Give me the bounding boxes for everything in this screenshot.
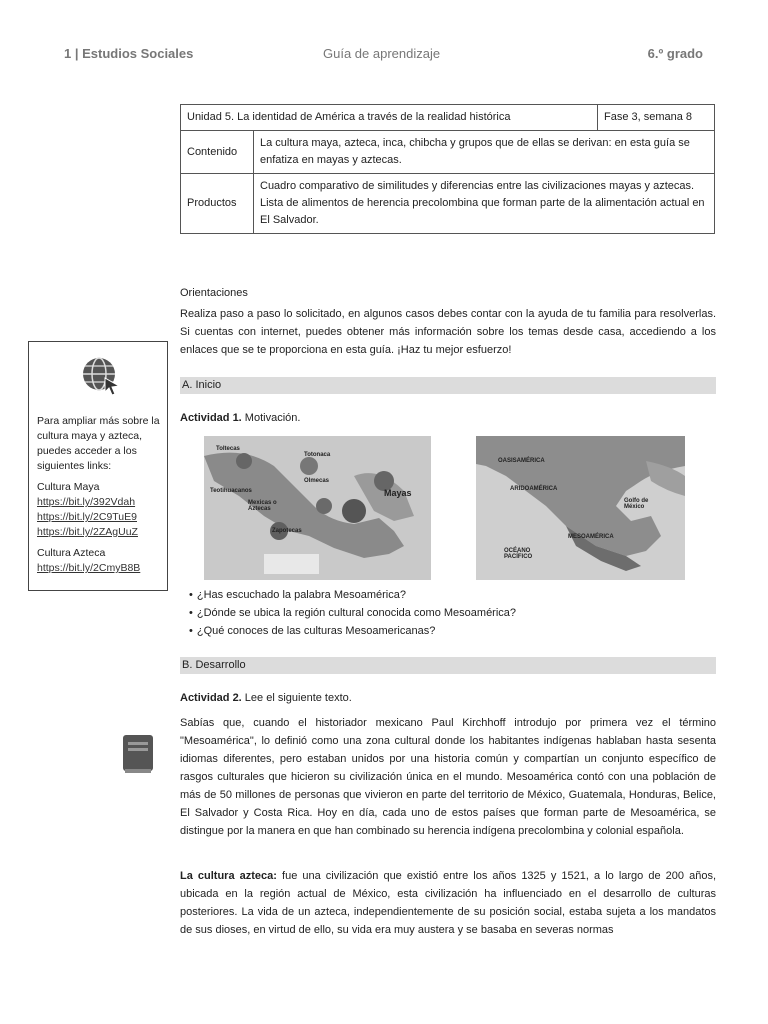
info-table: [180, 104, 715, 234]
question-item: • ¿Qué conoces de las culturas Mesoamericanas?: [189, 622, 516, 640]
map-label-mexicas: Mexicas o Aztecas: [248, 500, 277, 512]
map2-label-aridoamerica: ARIDOAMÉRICA: [510, 486, 558, 492]
globe-cursor-icon: [81, 356, 121, 396]
map-label-mayas: Mayas: [384, 488, 412, 498]
map2-label-mesoamerica: MESOAMÉRICA: [568, 534, 614, 540]
header-subject: 1 | Estudios Sociales: [64, 46, 194, 61]
links-sidebox: [28, 341, 168, 591]
map2-label-oceano: OCÉANO PACÍFICO: [504, 548, 533, 560]
paragraph-azteca-text: fue una civilización que existió entre los años 1325 y 1521, a lo largo de 200 años, ubicada en la región actual de México, esta civilización ha influenciado en el desarrollo de culturas posteriores. La vida de un azteca, independientemente de su posición social, estaba sujeta a los mandatos de sus dioses, en virtud de ello, su vida era muy austera y se basaba en severas normas: [180, 870, 717, 936]
orientaciones-text: Realiza paso a paso lo solicitado, en algunos casos debes contar con la ayuda de tu familia para resolverlas. Si cuentas con internet, puedes obtener más información sobre los temas desde casa, accediendo a los enlaces que se te proporciona en esta guía. ¡Haz tu mejor esfuerzo!: [180, 308, 716, 356]
question-item: • ¿Dónde se ubica la región cultural conocida como Mesoamérica?: [189, 604, 516, 622]
map2-label-golfo: Golfo de México: [624, 498, 649, 510]
content-label: Contenido: [181, 131, 254, 174]
section-a-header: A. Inicio: [180, 377, 716, 394]
orientaciones-title: Orientaciones: [180, 287, 248, 299]
products-line-2: Lista de alimentos de herencia precolombina que forman parte de la alimentación actual en El Salvador.: [260, 197, 705, 226]
map-label-teotihuacanos: Teotihuacanos: [210, 488, 252, 494]
activity-2: [180, 692, 352, 704]
maya-label: Cultura Maya: [37, 481, 100, 493]
maya-link-2[interactable]: https://bit.ly/2C9TuE9: [37, 511, 137, 523]
book-icon: [123, 735, 153, 777]
map2-label-oasisamerica: OASISAMÉRICA: [498, 458, 545, 464]
products-label: Productos: [181, 174, 254, 234]
phase-cell: Fase 3, semana 8: [598, 105, 715, 131]
azteca-link-1[interactable]: https://bit.ly/2CmyB8B: [37, 562, 141, 574]
activity-1-text: Motivación.: [241, 412, 301, 424]
question-item: • ¿Has escuchado la palabra Mesoamérica?: [189, 586, 516, 604]
maya-link-1[interactable]: https://bit.ly/392Vdah: [37, 496, 136, 508]
content-text: La cultura maya, azteca, inca, chibcha y grupos que de ellas se derivan: en esta guía se enfatiza en mayas y aztecas.: [254, 131, 715, 174]
map-label-zapotecas: Zapotecas: [272, 528, 302, 534]
mesoamerica-map-image: [476, 436, 685, 580]
section-b-header: B. Desarrollo: [180, 657, 716, 674]
activity-2-label: Actividad 2.: [180, 692, 242, 704]
activity-1-label: Actividad 1.: [180, 412, 242, 424]
azteca-label: Cultura Azteca: [37, 547, 106, 559]
activity-1: [180, 412, 300, 424]
sidebox-intro: Para ampliar más sobre la cultura maya y azteca, puedes acceder a los siguientes links:: [37, 415, 160, 472]
cultures-map-image: [204, 436, 431, 580]
paragraph-mesoamerica: Sabías que, cuando el historiador mexicano Paul Kirchhoff introdujo por primera vez el término "Mesoamérica", lo definió como una zona cultural donde los habitantes indígenas hablaban hasta sesenta idiomas diferentes, pero estaban unidos por una historia común y compartían un conjunto específico de rasgos culturales que hicieron su civilización única en el mundo. Mesoamérica contó con una población de más de 50 millones de personas que vivieron en parte del territorio de México, Guatemala, Honduras, Belice, El Salvador y Costa Rica. Hoy en día, cada uno de estos países que forman parte de Mesoamérica, se distingue por la manera en que han combinado su herencia indígena precolombina y colonial española.: [180, 717, 716, 837]
map-label-totonaca: Totonaca: [304, 452, 331, 458]
activity-2-text: Lee el siguiente texto.: [241, 692, 352, 704]
paragraph-azteca: [180, 867, 716, 939]
paragraph-azteca-lead: La cultura azteca:: [180, 870, 277, 882]
header-guide-title: Guía de aprendizaje: [323, 46, 441, 61]
unit-cell: Unidad 5. La identidad de América a través de la realidad histórica: [181, 105, 598, 131]
products-line-1: Cuadro comparativo de similitudes y diferencias entre las civilizaciones mayas y aztecas.: [260, 180, 695, 192]
maya-link-3[interactable]: https://bit.ly/2ZAgUuZ: [37, 526, 138, 538]
header-grade: 6.º grado: [647, 46, 703, 61]
map-label-toltecas: Toltecas: [216, 446, 240, 452]
map-label-olmecas: Olmecas: [304, 478, 330, 484]
questions-list: [180, 586, 516, 640]
products-text: [254, 174, 715, 234]
